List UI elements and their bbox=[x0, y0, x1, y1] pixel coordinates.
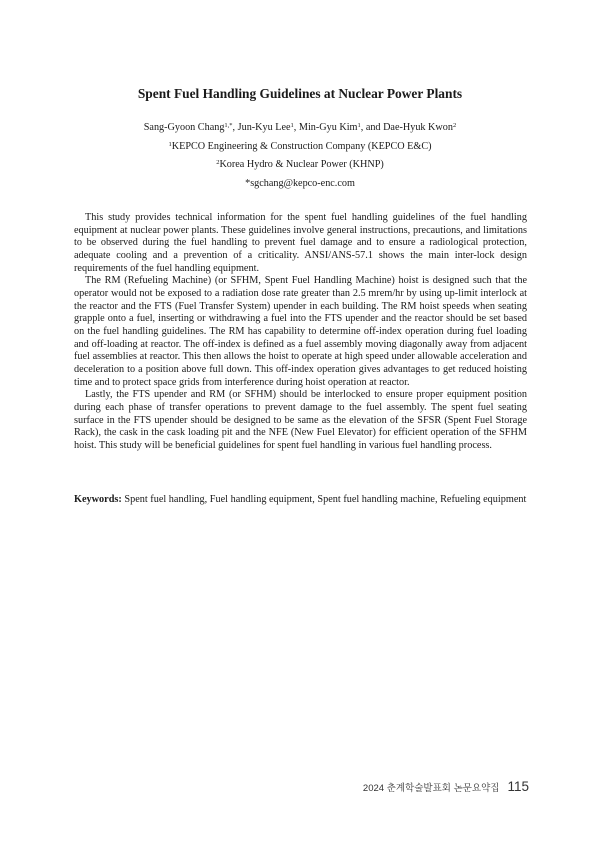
proceedings-title: 2024 춘계학술발표회 논문요약집 bbox=[362, 783, 500, 794]
page-footer bbox=[363, 779, 529, 794]
author-separator: , and bbox=[360, 122, 384, 133]
author-name: Sang-Gyoon Chang bbox=[143, 122, 225, 133]
affiliation-superscript: 2 bbox=[216, 159, 220, 166]
paper-title: Spent Fuel Handling Guidelines at Nuclear Power Plants bbox=[137, 86, 463, 101]
affiliation-text: Korea Hydro & Nuclear Power (KHNP) bbox=[219, 159, 384, 170]
author-name: Min-Gyu Kim bbox=[298, 122, 358, 133]
author-name: Jun-Kyu Lee bbox=[237, 122, 291, 133]
author-list bbox=[60, 121, 540, 135]
page-number: 115 bbox=[507, 779, 529, 794]
author-superscript: 1,* bbox=[224, 122, 233, 129]
author-superscript: 2 bbox=[452, 122, 457, 129]
author-separator: , bbox=[232, 122, 238, 133]
abstract-paragraph-2: The RM (Refueling Machine) (or SFHM, Spent Fuel Handling Machine) hoist is designed such that the operator would not be exposed to a radiation dose rate greater than 2.5 mrem/hr by using up-limit interlock at the reactor and the FTS (Fuel Transfer System) upender in each building. The RM hoist speeds when seating grapple onto a fuel, inserting or withdrawing a fuel into the FTS upender and the reactor should be set based on the fuel handling guidelines. The RM has capability to determine off-index operation during fuel loading and off-loading at reactor. The off-index is defined as a fuel assembly moving diagonally away from adjacent fuel assemblies at reactor. This then allows the hoist to operate at high speed under allowable acceleration and deceleration to a position above full down. This off-index operation gives advantages to get reduced hoisting time and to protect space grids from interference during hoist operation at reactor. bbox=[74, 275, 527, 388]
affiliation-superscript: 1 bbox=[168, 141, 172, 148]
keywords bbox=[74, 494, 527, 507]
corresponding-email: *sgchang@kepco-enc.com bbox=[245, 178, 355, 189]
affiliation-2 bbox=[60, 158, 540, 172]
author-superscript: 1 bbox=[357, 122, 361, 129]
abstract-paragraph-1: This study provides technical information for the spent fuel handling guidelines of the fuel handling equipment at nuclear power plants. These guidelines involve general instructions, precautions, and limitations to be observed during the fuel handling to prevent fuel damage and to ensure a radiological protection, adequate cooling and a prevention of a criticality. ANSI/ANS-57.1 shows the main inter-lock design requirements of the fuel handling equipment. bbox=[74, 212, 527, 274]
keywords-label: Keywords: bbox=[74, 494, 122, 505]
keywords-text: Spent fuel handling, Fuel handling equipment, Spent fuel handling machine, Refueling equipment bbox=[124, 494, 527, 505]
affiliation-1 bbox=[60, 140, 540, 154]
author-name: Dae-Hyuk Kwon bbox=[383, 122, 453, 133]
abstract bbox=[74, 212, 527, 452]
affiliation-text: KEPCO Engineering & Construction Company (KEPCO E&C) bbox=[171, 141, 432, 152]
author-separator: , bbox=[293, 122, 299, 133]
abstract-paragraph-3: Lastly, the FTS upender and RM (or SFHM) should be interlocked to ensure proper equipment position during each phase of transfer operations to prevent damage to the fuel assembly. The spent fuel seating surface in the FTS upender should be designed to be same as the elevation of the SFSR (Spent Fuel Storage Rack), the cask in the cask loading pit and the NFE (New Fuel Elevator) for efficient operation of the SFHM hoist. This study will be beneficial guidelines for spent fuel handling in various fuel handling process. bbox=[74, 389, 527, 451]
author-superscript: 1 bbox=[290, 122, 294, 129]
